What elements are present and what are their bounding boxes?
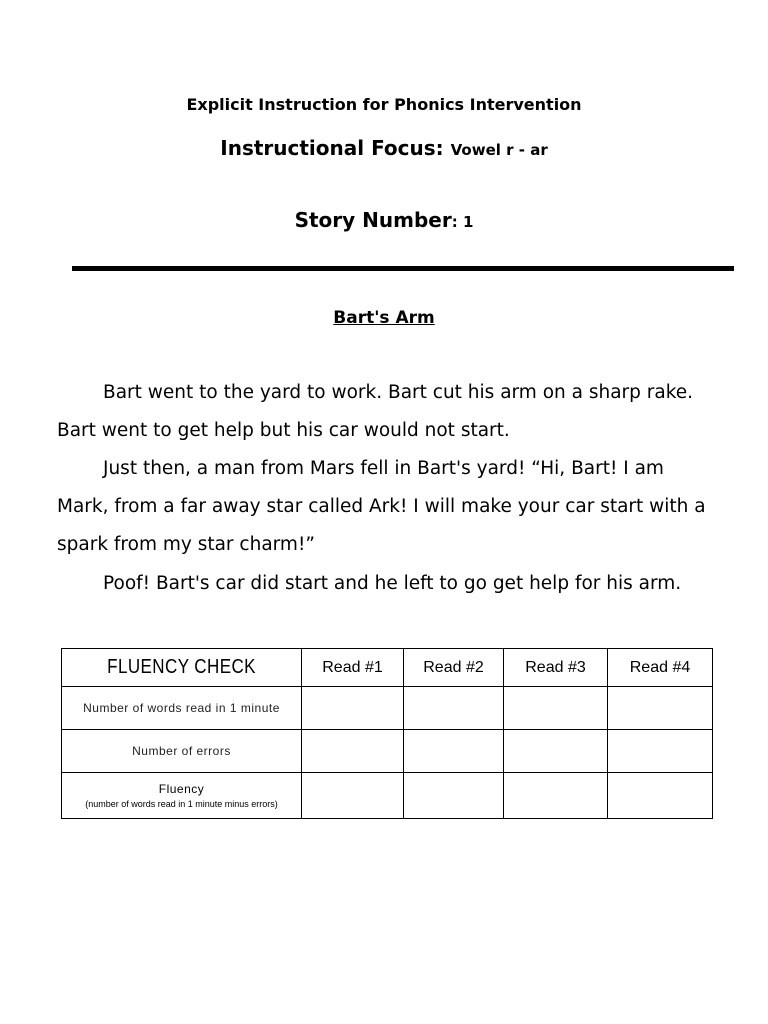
story-paragraph: Bart went to the yard to work. Bart cut his arm on a sharp rake. Bart went to get help but his car would not start. — [57, 382, 694, 441]
story-title: Bart's Arm — [333, 308, 435, 328]
table-cell — [302, 730, 404, 773]
table-cell — [404, 730, 504, 773]
story-number-label: Story Number — [294, 208, 452, 232]
table-cell — [504, 687, 608, 730]
story-number-value: : 1 — [451, 213, 474, 231]
fluency-label: Fluency — [158, 782, 205, 796]
table-row — [62, 730, 713, 773]
focus-value: Vowel r - ar — [450, 141, 548, 159]
column-header: Read #4 — [608, 649, 713, 687]
story-number — [0, 208, 768, 232]
divider — [72, 266, 734, 271]
row-label — [62, 773, 302, 819]
table-row — [62, 773, 713, 819]
table-cell — [608, 773, 713, 819]
row-label: Number of words read in 1 minute — [62, 687, 302, 730]
column-header: Read #1 — [302, 649, 404, 687]
table-cell — [302, 687, 404, 730]
fluency-check-table — [61, 648, 713, 819]
table-row — [62, 687, 713, 730]
table-cell — [504, 730, 608, 773]
column-header: Read #2 — [404, 649, 504, 687]
instructional-focus — [0, 136, 768, 160]
table-cell — [404, 773, 504, 819]
document-title: Explicit Instruction for Phonics Intervention — [186, 95, 582, 114]
table-cell — [608, 730, 713, 773]
story-paragraph: Just then, a man from Mars fell in Bart's yard! “Hi, Bart! I am Mark, from a far away star called Ark! I will make your car start with a spark from my star charm!” — [57, 458, 706, 555]
table-cell — [302, 773, 404, 819]
table-cell — [608, 687, 713, 730]
focus-label: Instructional Focus: — [220, 136, 444, 160]
table-cell — [504, 773, 608, 819]
column-header: Read #3 — [504, 649, 608, 687]
fluency-check-header: FLUENCY CHECK — [62, 649, 302, 687]
story-paragraph: Poof! Bart's car did start and he left to go get help for his arm. — [103, 573, 682, 594]
table-cell — [404, 687, 504, 730]
table-header-row — [62, 649, 713, 687]
fluency-note: (number of words read in 1 minute minus errors) — [85, 799, 278, 809]
row-label: Number of errors — [62, 730, 302, 773]
